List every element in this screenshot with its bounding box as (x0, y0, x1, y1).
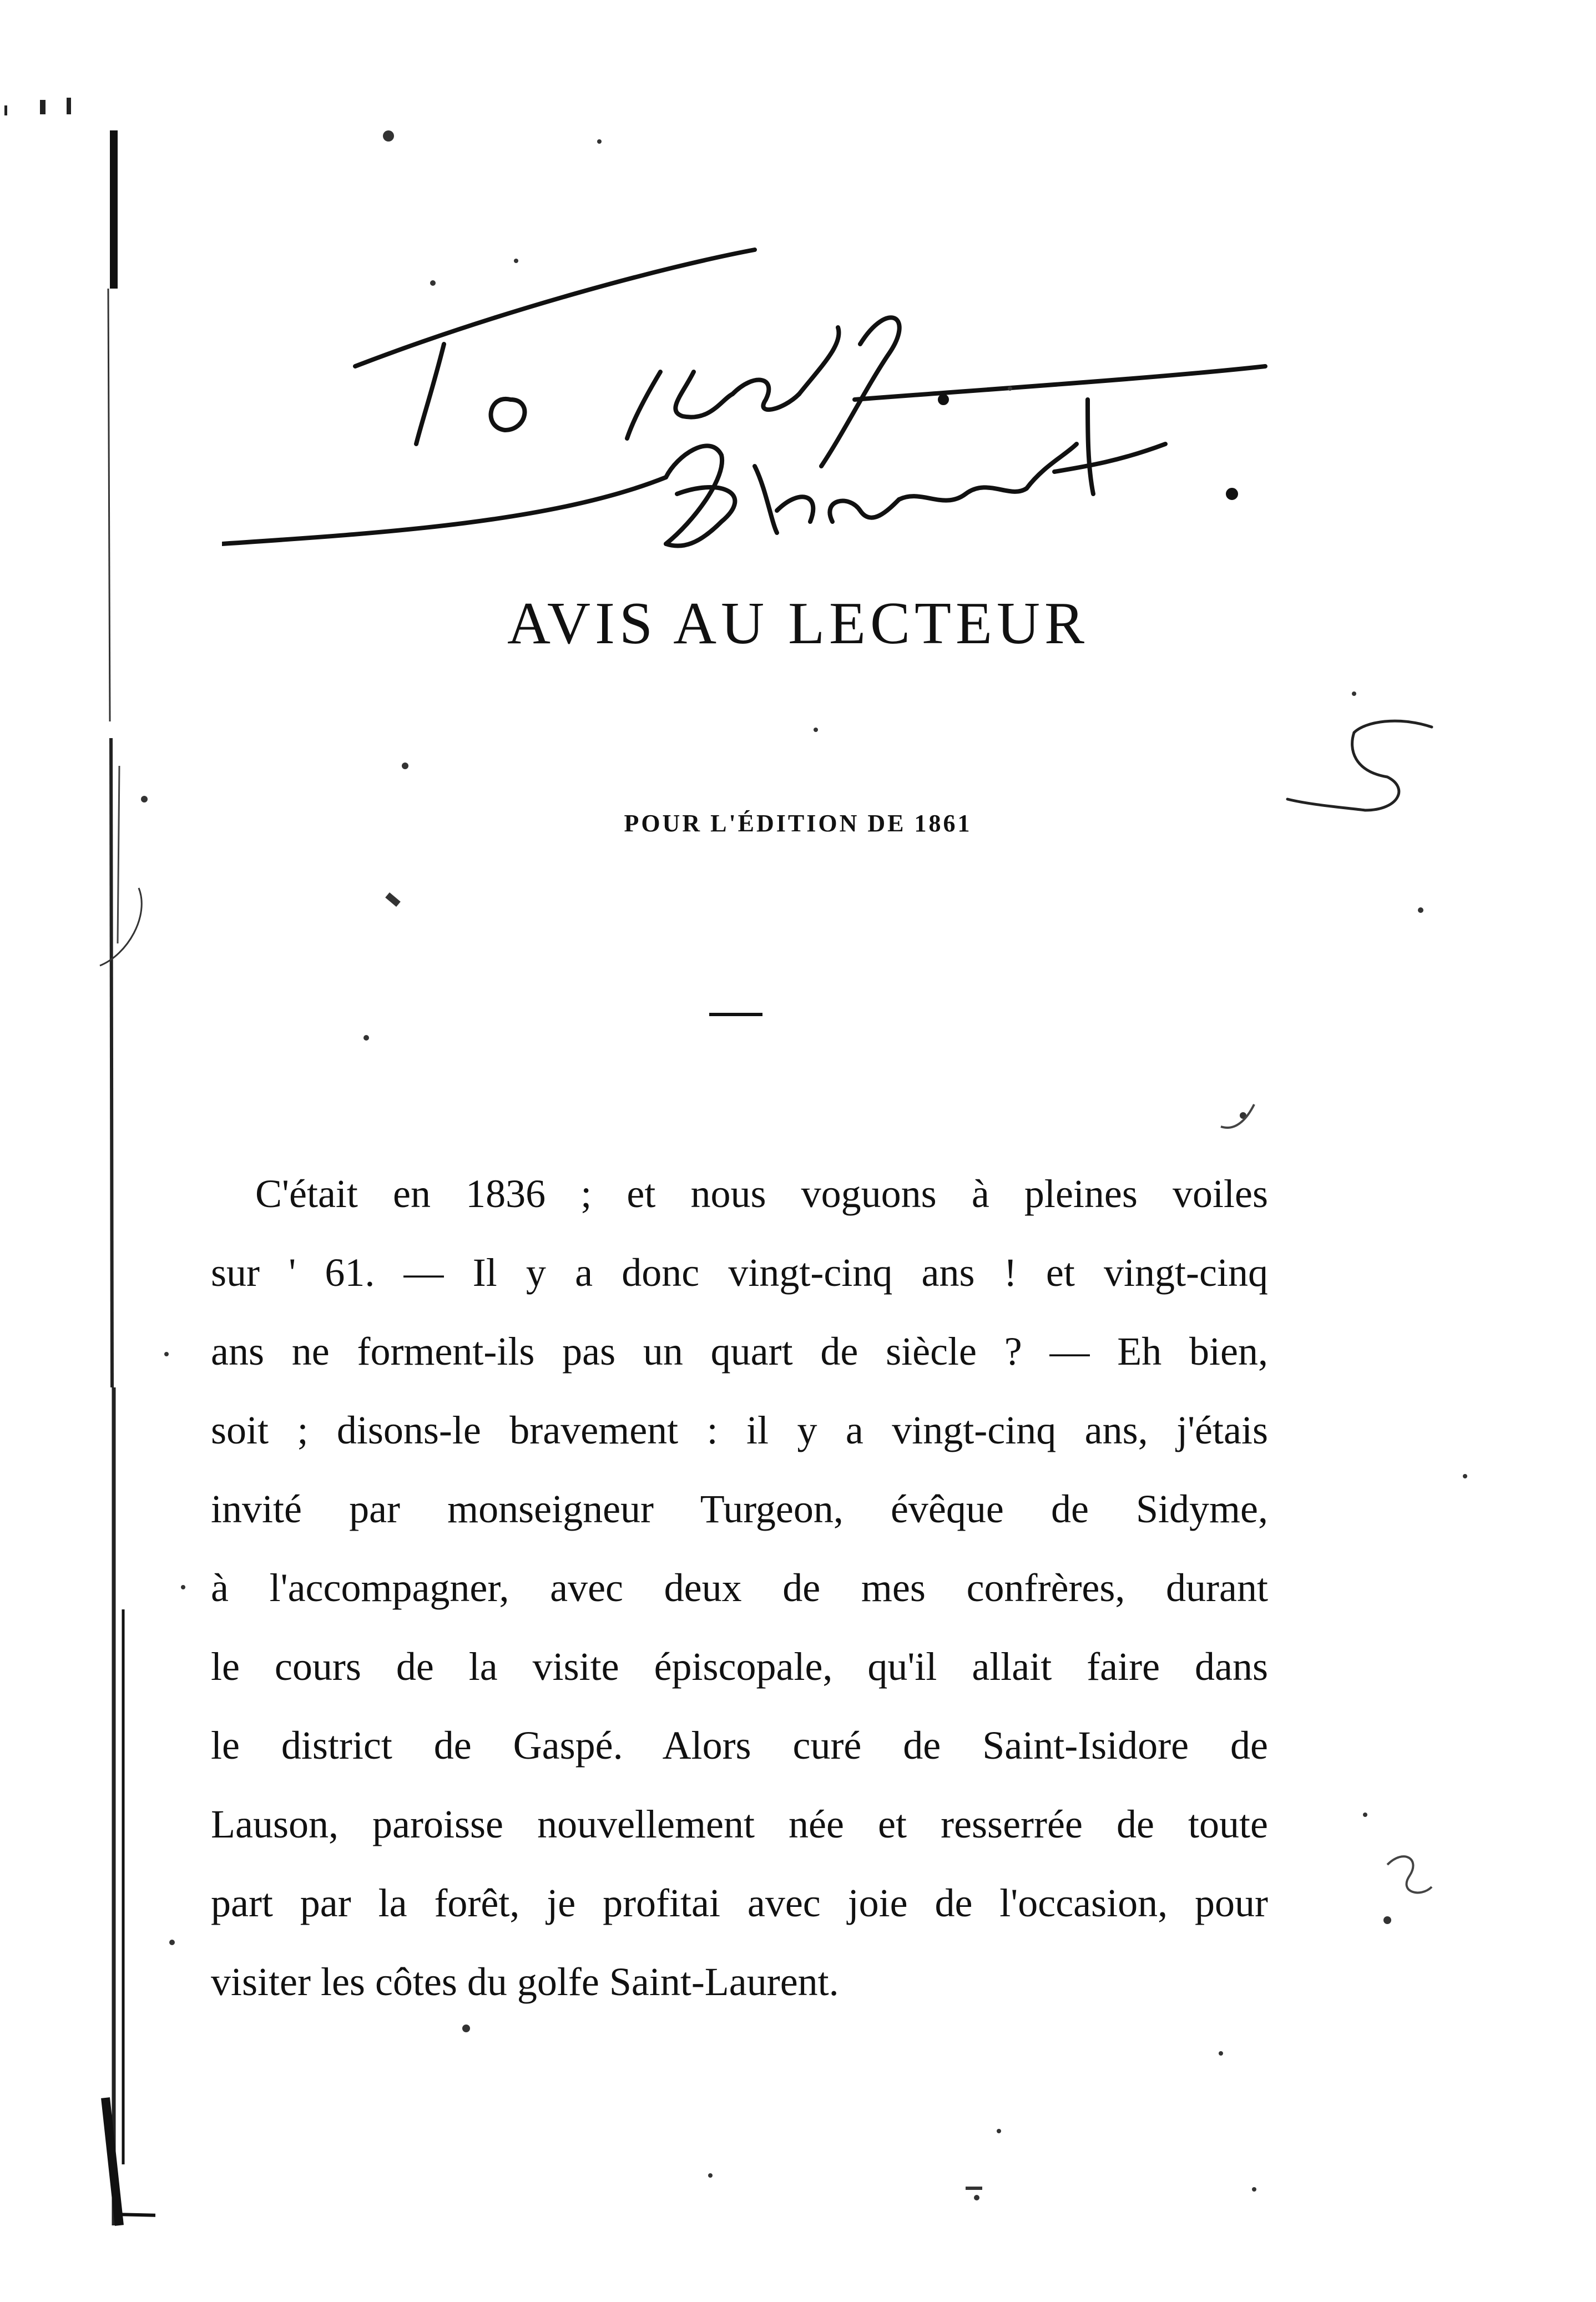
text-line: visiter les côtes du golfe Saint-Laurent. (211, 1960, 839, 2004)
text-line: part par la forêt, je profitai avec joie de l'occasion, pour (211, 1881, 1268, 1925)
body-paragraph (211, 1154, 1268, 2021)
text-line: le cours de la visite épiscopale, qu'il allait faire dans (211, 1644, 1268, 1689)
text-line: invité par monseigneur Turgeon, évêque de Sidyme, (211, 1487, 1268, 1531)
page-subheading: POUR L'ÉDITION DE 1861 (624, 810, 972, 837)
text-line: C'était en 1836 ; et nous voguons à pleines voiles (255, 1172, 1268, 1216)
handwritten-inscription (222, 233, 1304, 633)
section-divider (709, 1013, 762, 1016)
text-line: le district de Gaspé. Alors curé de Saint-Isidore de (211, 1723, 1268, 1768)
binding-edge (0, 0, 155, 2302)
text-line: sur ' 61. — Il y a donc vingt-cinq ans ! et vingt-cinq (211, 1250, 1268, 1295)
text-line: soit ; disons-le bravement : il y a vingt-cinq ans, j'étais (211, 1408, 1268, 1452)
text-line: ans ne forment-ils pas un quart de siècle ? — Eh bien, (211, 1329, 1268, 1374)
text-line: Lauson, paroisse nouvellement née et resserrée de toute (211, 1802, 1268, 1846)
text-line: à l'accompagner, avec deux de mes confrères, durant (211, 1566, 1268, 1610)
page-heading: AVIS AU LECTEUR (507, 590, 1089, 657)
